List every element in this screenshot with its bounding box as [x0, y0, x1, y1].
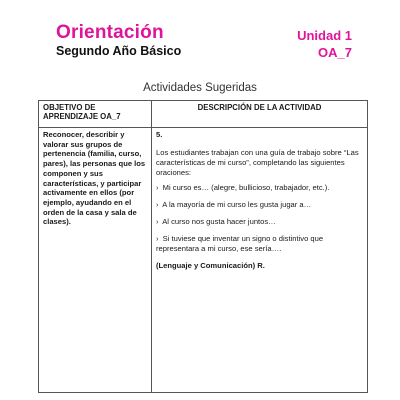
grade-level: Segundo Año Básico: [56, 44, 182, 58]
description-cell: [152, 128, 368, 393]
activity-closing: (Lenguaje y Comunicación) R.: [156, 260, 265, 270]
table-row: [39, 128, 368, 393]
activities-table: [38, 100, 368, 393]
objective-column-header: OBJETIVO DE APRENDIZAJE OA_7: [39, 101, 152, 128]
bullet-text: A la mayoría de mi curso les gusta jugar a…: [162, 200, 312, 210]
table-header-row: [39, 101, 368, 128]
bullet-text: Mi curso es… (alegre, bullicioso, trabajador, etc.).: [162, 183, 330, 193]
subject-title: Orientación: [56, 22, 164, 43]
bullet-text: Al curso nos gusta hacer juntos…: [162, 217, 276, 227]
objective-cell: Reconocer, describir y valorar sus grupos de pertenencia (familia, curso, pares), las personas que los componen y sus características, y participar activamente en ellos (por ejemplo, ayudando en el orden de la casa y sala de clases).: [39, 128, 152, 393]
activity-intro: Los estudiantes trabajan con una guía de trabajo sobre “Las características de mi curso”, completando las siguientes oraciones:: [156, 147, 359, 177]
section-title: Actividades Sugeridas: [143, 82, 257, 94]
list-item: [156, 183, 363, 193]
list-item: [156, 200, 363, 210]
bullet-arrow-icon: ›: [156, 234, 159, 244]
activity-number: 5.: [156, 130, 163, 139]
description-column-header: DESCRIPCIÓN DE LA ACTIVIDAD: [152, 101, 368, 128]
bullet-arrow-icon: ›: [156, 200, 159, 210]
bullet-text: Si tuviese que inventar un signo o distintivo que representara a mi curso, ese sería….: [156, 234, 324, 253]
list-item: [156, 217, 363, 227]
list-item: [156, 234, 363, 254]
bullet-arrow-icon: ›: [156, 217, 159, 227]
oa-label: OA_7: [318, 45, 352, 60]
bullet-arrow-icon: ›: [156, 183, 159, 193]
document-header: [0, 0, 400, 70]
unit-label: Unidad 1: [297, 28, 352, 43]
